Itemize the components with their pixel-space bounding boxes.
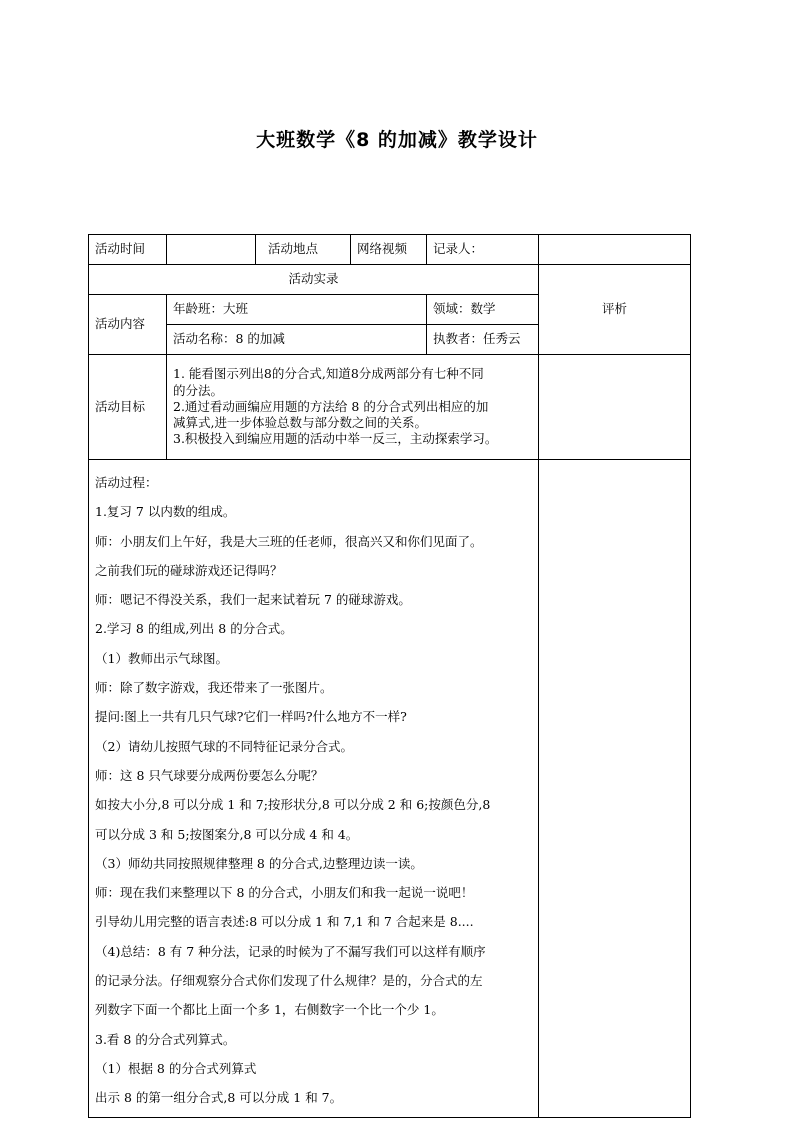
process-line: 列数字下面一个都比上面一个多 1，右侧数字一个比一个少 1。 [95, 1002, 444, 1018]
lesson-plan-table [88, 234, 691, 1118]
process-line: 2.学习 8 的组成,列出 8 的分合式。 [95, 621, 293, 637]
process-line: （2）请幼儿按照气球的不同特征记录分合式。 [95, 738, 353, 754]
goal-line: 的分法。 [173, 382, 224, 398]
process-review [539, 460, 691, 1118]
process-text [89, 460, 539, 1118]
row-record-header [89, 265, 691, 295]
goals-text [167, 355, 539, 460]
goal-line: 1. 能看图示列出8的分合式,知道8分成两部分有七种不同 [173, 366, 484, 382]
process-line: 师：嗯记不得没关系，我们一起来试着玩 7 的碰球游戏。 [95, 592, 411, 608]
teacher-value: 执教者：任秀云 [427, 325, 539, 355]
process-line: （1）教师出示气球图。 [95, 650, 228, 666]
activity-time-value [167, 235, 256, 265]
process-line: 如按大小分,8 可以分成 1 和 7;按形状分,8 可以分成 2 和 6;按颜色分,8 [95, 797, 491, 813]
process-line: （4)总结：8 有 7 种分法，记录的时候为了不漏写我们可以这样有顺序 [95, 943, 486, 959]
process-line: 引导幼儿用完整的语言表述:8 可以分成 1 和 7,1 和 7 合起来是 8.... [95, 914, 474, 930]
domain-value: 领域：数学 [427, 295, 539, 325]
process-line: 师：除了数字游戏，我还带来了一张图片。 [95, 680, 333, 696]
row-process [89, 460, 691, 1118]
process-line: 出示 8 的第一组分合式,8 可以分成 1 和 7。 [95, 1090, 343, 1106]
review-label: 评析 [539, 265, 691, 355]
process-line: 的记录分法。仔细观察分合式你们发现了什么规律？是的，分合式的左 [95, 973, 483, 989]
process-line: 活动过程： [95, 475, 158, 490]
activity-place-label: 活动地点 [256, 235, 351, 265]
content-label: 活动内容 [89, 295, 167, 355]
row-time-place [89, 235, 691, 265]
document-title: 大班数学《8 的加减》教学设计 [256, 129, 538, 151]
goals-label: 活动目标 [89, 355, 167, 460]
recorder-value [539, 235, 691, 265]
activity-place-value: 网络视频 [351, 235, 427, 265]
process-line: （1）根据 8 的分合式列算式 [95, 1060, 257, 1076]
record-header: 活动实录 [89, 265, 539, 295]
process-line: 师：这 8 只气球要分成两份要怎么分呢？ [95, 767, 324, 783]
activity-name-value: 活动名称：8 的加减 [167, 325, 427, 355]
process-line: 1.复习 7 以内数的组成。 [95, 504, 236, 520]
activity-time-label: 活动时间 [89, 235, 167, 265]
process-line: 之前我们玩的碰球游戏还记得吗？ [95, 562, 283, 578]
grade-value: 年龄班：大班 [167, 295, 427, 325]
goal-line: 2.通过看动画编应用题的方法给 8 的分合式列出相应的加 [173, 398, 489, 414]
goals-review [539, 355, 691, 460]
process-line: 师：现在我们来整理以下 8 的分合式，小朋友们和我一起说一说吧！ [95, 885, 474, 901]
process-line: 师：小朋友们上午好，我是大三班的任老师，很高兴又和你们见面了。 [95, 533, 483, 549]
row-goals [89, 355, 691, 460]
process-line: 提问:图上一共有几只气球?它们一样吗?什么地方不一样? [95, 709, 407, 725]
goal-line: 减算式,进一步体验总数与部分数之间的关系。 [173, 415, 427, 431]
process-line: 可以分成 3 和 5;按图案分,8 可以分成 4 和 4。 [95, 826, 359, 842]
process-line: 3.看 8 的分合式列算式。 [95, 1031, 236, 1047]
recorder-label: 记录人： [427, 235, 539, 265]
process-line: （3）师幼共同按照规律整理 8 的分合式,边整理边读一读。 [95, 855, 423, 871]
goal-line: 3.积极投入到编应用题的活动中举一反三，主动探索学习。 [173, 431, 498, 447]
